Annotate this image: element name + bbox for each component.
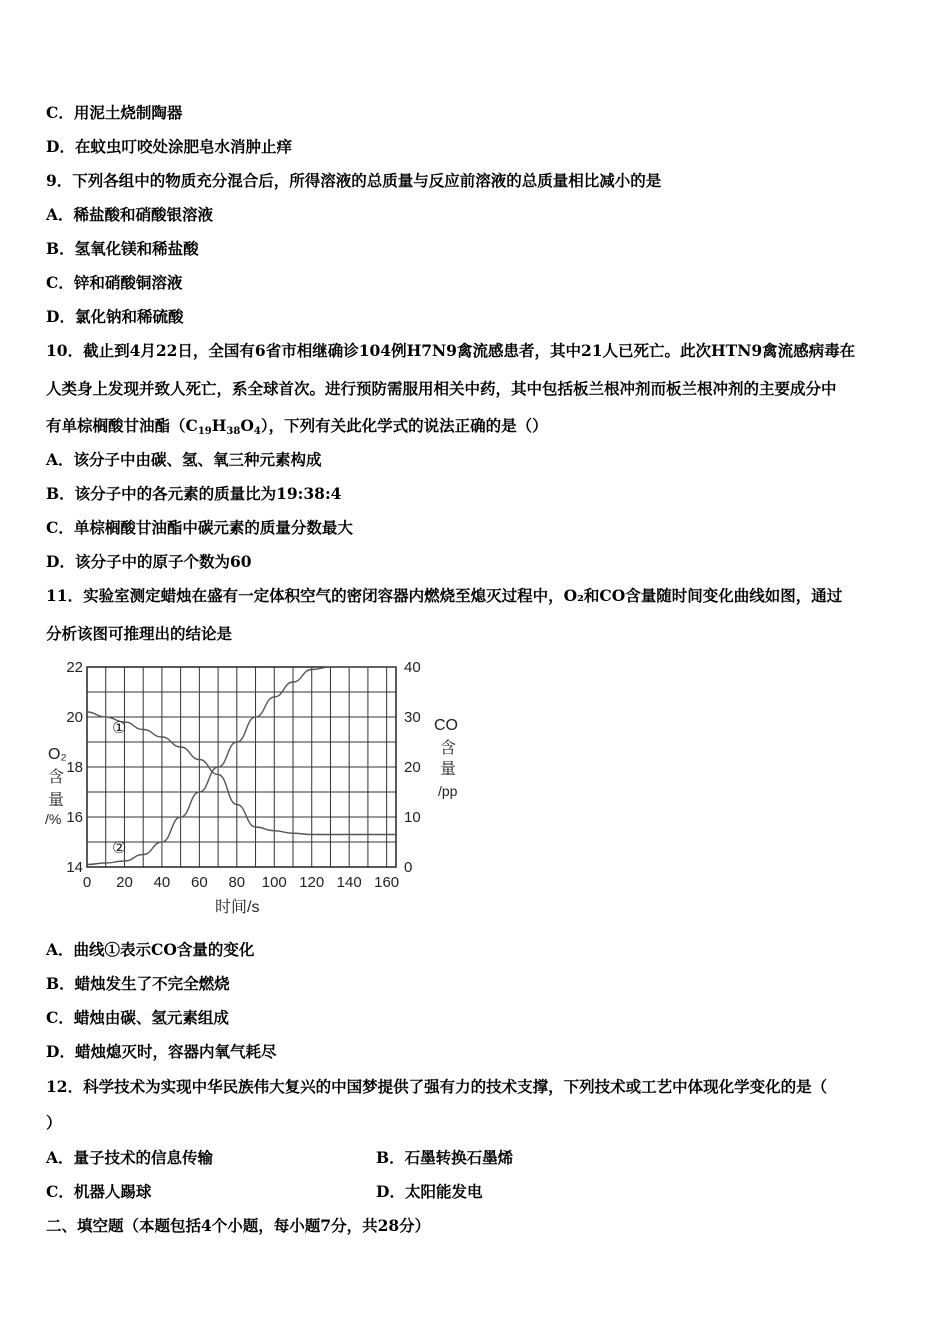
- q12-option-a: A．量子技术的信息传输: [46, 1148, 214, 1167]
- right-tick-label: 30: [404, 709, 421, 726]
- q12-option-d: D．太阳能发电: [376, 1182, 483, 1201]
- left-axis-label-unit: /%: [45, 811, 62, 827]
- q10-option-b: B．该分子中的各元素的质量比为19:38:4: [46, 484, 342, 503]
- q9-option-b: B．氢氧化镁和稀盐酸: [46, 239, 199, 258]
- x-tick-label: 100: [261, 874, 287, 891]
- curve2-marker: ②: [112, 840, 127, 857]
- q11-stem-line1: 11．实验室测定蜡烛在盛有一定体积空气的密闭容器内燃烧至熄灭过程中，O₂和CO含量随时间变化曲线如图，通过: [46, 586, 843, 605]
- q8-option-d: D．在蚊虫叮咬处涂肥皂水消肿止痒: [46, 137, 292, 156]
- left-axis-label-liang: 量: [48, 792, 65, 809]
- x-tick-label: 60: [191, 874, 208, 891]
- q10-option-a: A．该分子中由碳、氢、氧三种元素构成: [46, 450, 322, 469]
- left-tick-label: 20: [66, 709, 83, 726]
- x-tick-label: 120: [299, 874, 325, 891]
- q9-option-c: C．锌和硝酸铜溶液: [46, 273, 183, 292]
- x-tick-label: 80: [228, 874, 246, 891]
- chart-svg: [40, 660, 480, 925]
- x-tick-label: 140: [336, 874, 362, 891]
- x-axis-label: 时间/s: [215, 899, 260, 916]
- chart-grid: [87, 667, 396, 867]
- q11-option-d: D．蜡烛熄灭时，容器内氧气耗尽: [46, 1042, 277, 1061]
- q9-option-a: A．稀盐酸和硝酸银溶液: [46, 205, 214, 224]
- left-tick-label: 18: [66, 759, 83, 776]
- left-axis-label-han: 含: [48, 769, 65, 786]
- right-tick-label: 0: [404, 859, 413, 876]
- q12-stem-line1: 12．科学技术为实现中华民族伟大复兴的中国梦提供了强有力的技术支撑，下列技术或工艺中体现化学变化的是（: [46, 1077, 828, 1096]
- right-axis-label-unit: /pp: [438, 783, 458, 799]
- q11-stem-line2: 分析该图可推理出的结论是: [46, 624, 233, 643]
- q9-option-d: D．氯化钠和稀硫酸: [46, 307, 184, 326]
- right-tick-label: 10: [404, 809, 421, 826]
- q10-stem-line2: 人类身上发现并致人死亡，系全球首次。进行预防需服用相关中药，其中包括板兰根冲剂而板兰根冲剂的主要成分中: [46, 379, 837, 398]
- q11-option-b: B．蜡烛发生了不完全燃烧: [46, 974, 230, 993]
- q12-option-b: B．石墨转换石墨烯: [376, 1148, 514, 1167]
- q10-option-c: C．单棕榈酸甘油酯中碳元素的质量分数最大: [46, 518, 353, 537]
- section-2-title: 二、填空题（本题包括4个小题，每小题7分，共28分）: [46, 1216, 431, 1235]
- q12-option-c: C．机器人踢球: [46, 1182, 152, 1201]
- q10-option-d: D．该分子中的原子个数为60: [46, 552, 252, 571]
- left-axis-label-o2: O₂: [48, 746, 67, 763]
- curve1-marker: ①: [112, 720, 127, 737]
- q9-stem: 9．下列各组中的物质充分混合后，所得溶液的总质量与反应前溶液的总质量相比减小的是: [46, 171, 662, 190]
- right-tick-label: 40: [404, 660, 421, 676]
- q11-option-c: C．蜡烛由碳、氢元素组成: [46, 1008, 229, 1027]
- q8-option-c: C．用泥土烧制陶器: [46, 103, 183, 122]
- q10-stem-line1: 10．截止到4月22日，全国有6省市相继确诊104例H7N9禽流感患者，其中21人已死亡。此次HTN9禽流感病毒在: [46, 341, 856, 360]
- right-axis-label-co: CO: [434, 717, 458, 734]
- left-tick-label: 16: [66, 809, 83, 826]
- o2-co-chart: [40, 660, 480, 925]
- x-tick-label: 20: [116, 874, 133, 891]
- q12-stem-line2: ）: [46, 1113, 62, 1132]
- x-tick-label: 0: [82, 874, 92, 891]
- q11-option-a: A．曲线①表示CO含量的变化: [46, 940, 255, 959]
- x-tick-label: 160: [374, 874, 400, 891]
- left-tick-label: 22: [66, 660, 83, 676]
- left-tick-label: 14: [66, 859, 83, 876]
- right-axis-label-liang: 量: [440, 761, 457, 778]
- right-axis-label-han: 含: [440, 740, 457, 757]
- q10-stem-line3: 有单棕榈酸甘油酯$(C_{19}H_{38}O_4)$，下列有关此化学式的说法正确的是（）: [46, 416, 548, 437]
- x-tick-label: 40: [153, 874, 171, 891]
- right-tick-label: 20: [404, 759, 421, 776]
